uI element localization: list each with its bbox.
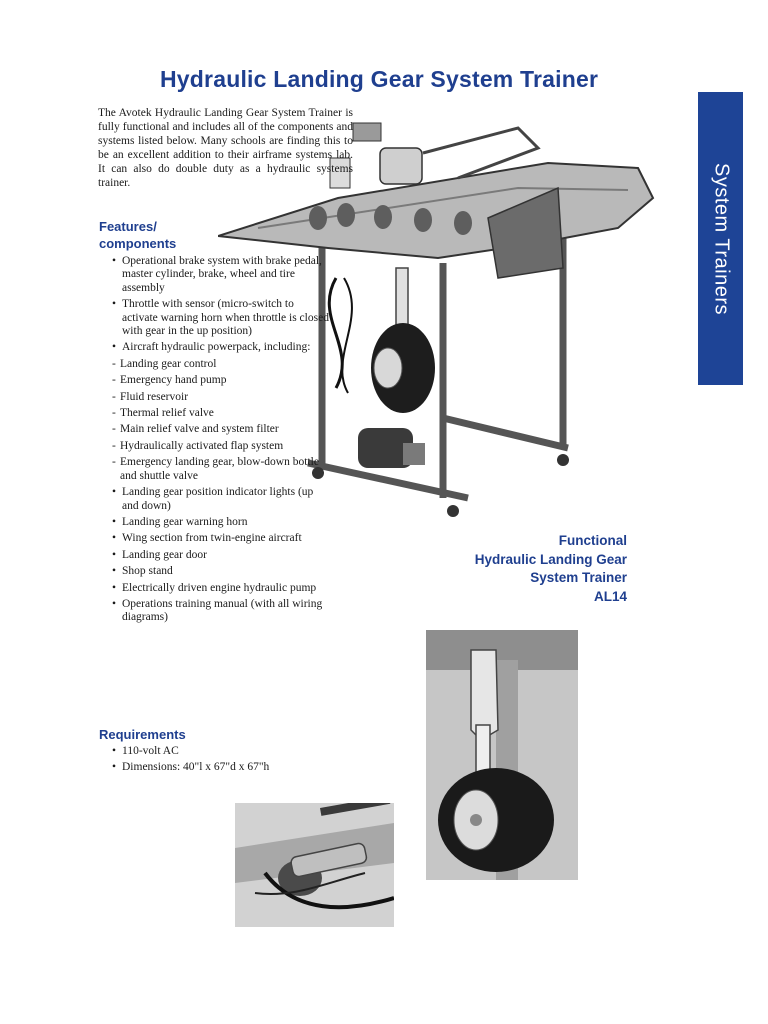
side-tab-label: System Trainers xyxy=(710,162,732,315)
feature-item: • Shop stand xyxy=(112,565,330,578)
feature-item: • Landing gear door xyxy=(112,549,330,562)
features-heading xyxy=(99,218,176,252)
feature-item: • Aircraft hydraulic powerpack, including: xyxy=(112,341,330,354)
feature-item: • Throttle with sensor (micro-switch to activate warning horn when throttle is closed with gear in the up position) xyxy=(112,298,330,338)
page-title: Hydraulic Landing Gear System Trainer xyxy=(160,66,599,92)
product-caption xyxy=(475,532,627,606)
caption-line2: Hydraulic Landing Gear xyxy=(474,551,627,567)
feature-item: - Hydraulically activated flap system xyxy=(112,440,330,453)
caption-line1: Functional xyxy=(558,533,627,548)
feature-item: • Operations training manual (with all wiring diagrams) xyxy=(112,598,330,625)
feature-item: - Landing gear control xyxy=(112,358,330,371)
caption-model: AL14 xyxy=(593,588,627,604)
features-list xyxy=(112,255,330,628)
feature-item: - Thermal relief valve xyxy=(112,407,330,420)
requirement-item: • 110-volt AC xyxy=(112,745,332,758)
feature-item: • Electrically driven engine hydraulic pump xyxy=(112,582,330,595)
features-heading-line2: components xyxy=(99,236,177,251)
feature-item: - Main relief valve and system filter xyxy=(112,423,330,436)
caption-line3: System Trainer xyxy=(530,570,627,585)
feature-item: • Operational brake system with brake pedal, master cylinder, brake, wheel and tire assembly xyxy=(112,255,330,295)
side-tab xyxy=(698,92,743,385)
requirement-item: • Dimensions: 40"l x 67"d x 67"h xyxy=(112,761,332,774)
feature-item: - Emergency landing gear, blow-down bottle and shuttle valve xyxy=(112,456,330,483)
features-heading-line1: Features/ xyxy=(99,219,157,234)
feature-item: • Landing gear position indicator lights (up and down) xyxy=(112,486,330,513)
feature-item: - Fluid reservoir xyxy=(112,391,330,404)
actuator-closeup-photo xyxy=(235,803,394,927)
requirements-list xyxy=(112,745,332,778)
landing-gear-closeup-photo xyxy=(426,630,578,880)
feature-item: • Landing gear warning horn xyxy=(112,516,330,529)
intro-paragraph: The Avotek Hydraulic Landing Gear System Trainer is fully functional and includes all of the components and systems listed below. Many schools are finding this to be an excellent addition to their airframe systems lab. It can also do double duty as a hydraulic systems trainer. xyxy=(98,107,353,189)
requirements-heading: Requirements xyxy=(99,727,186,742)
feature-item: • Wing section from twin-engine aircraft xyxy=(112,532,330,545)
feature-item: - Emergency hand pump xyxy=(112,374,330,387)
